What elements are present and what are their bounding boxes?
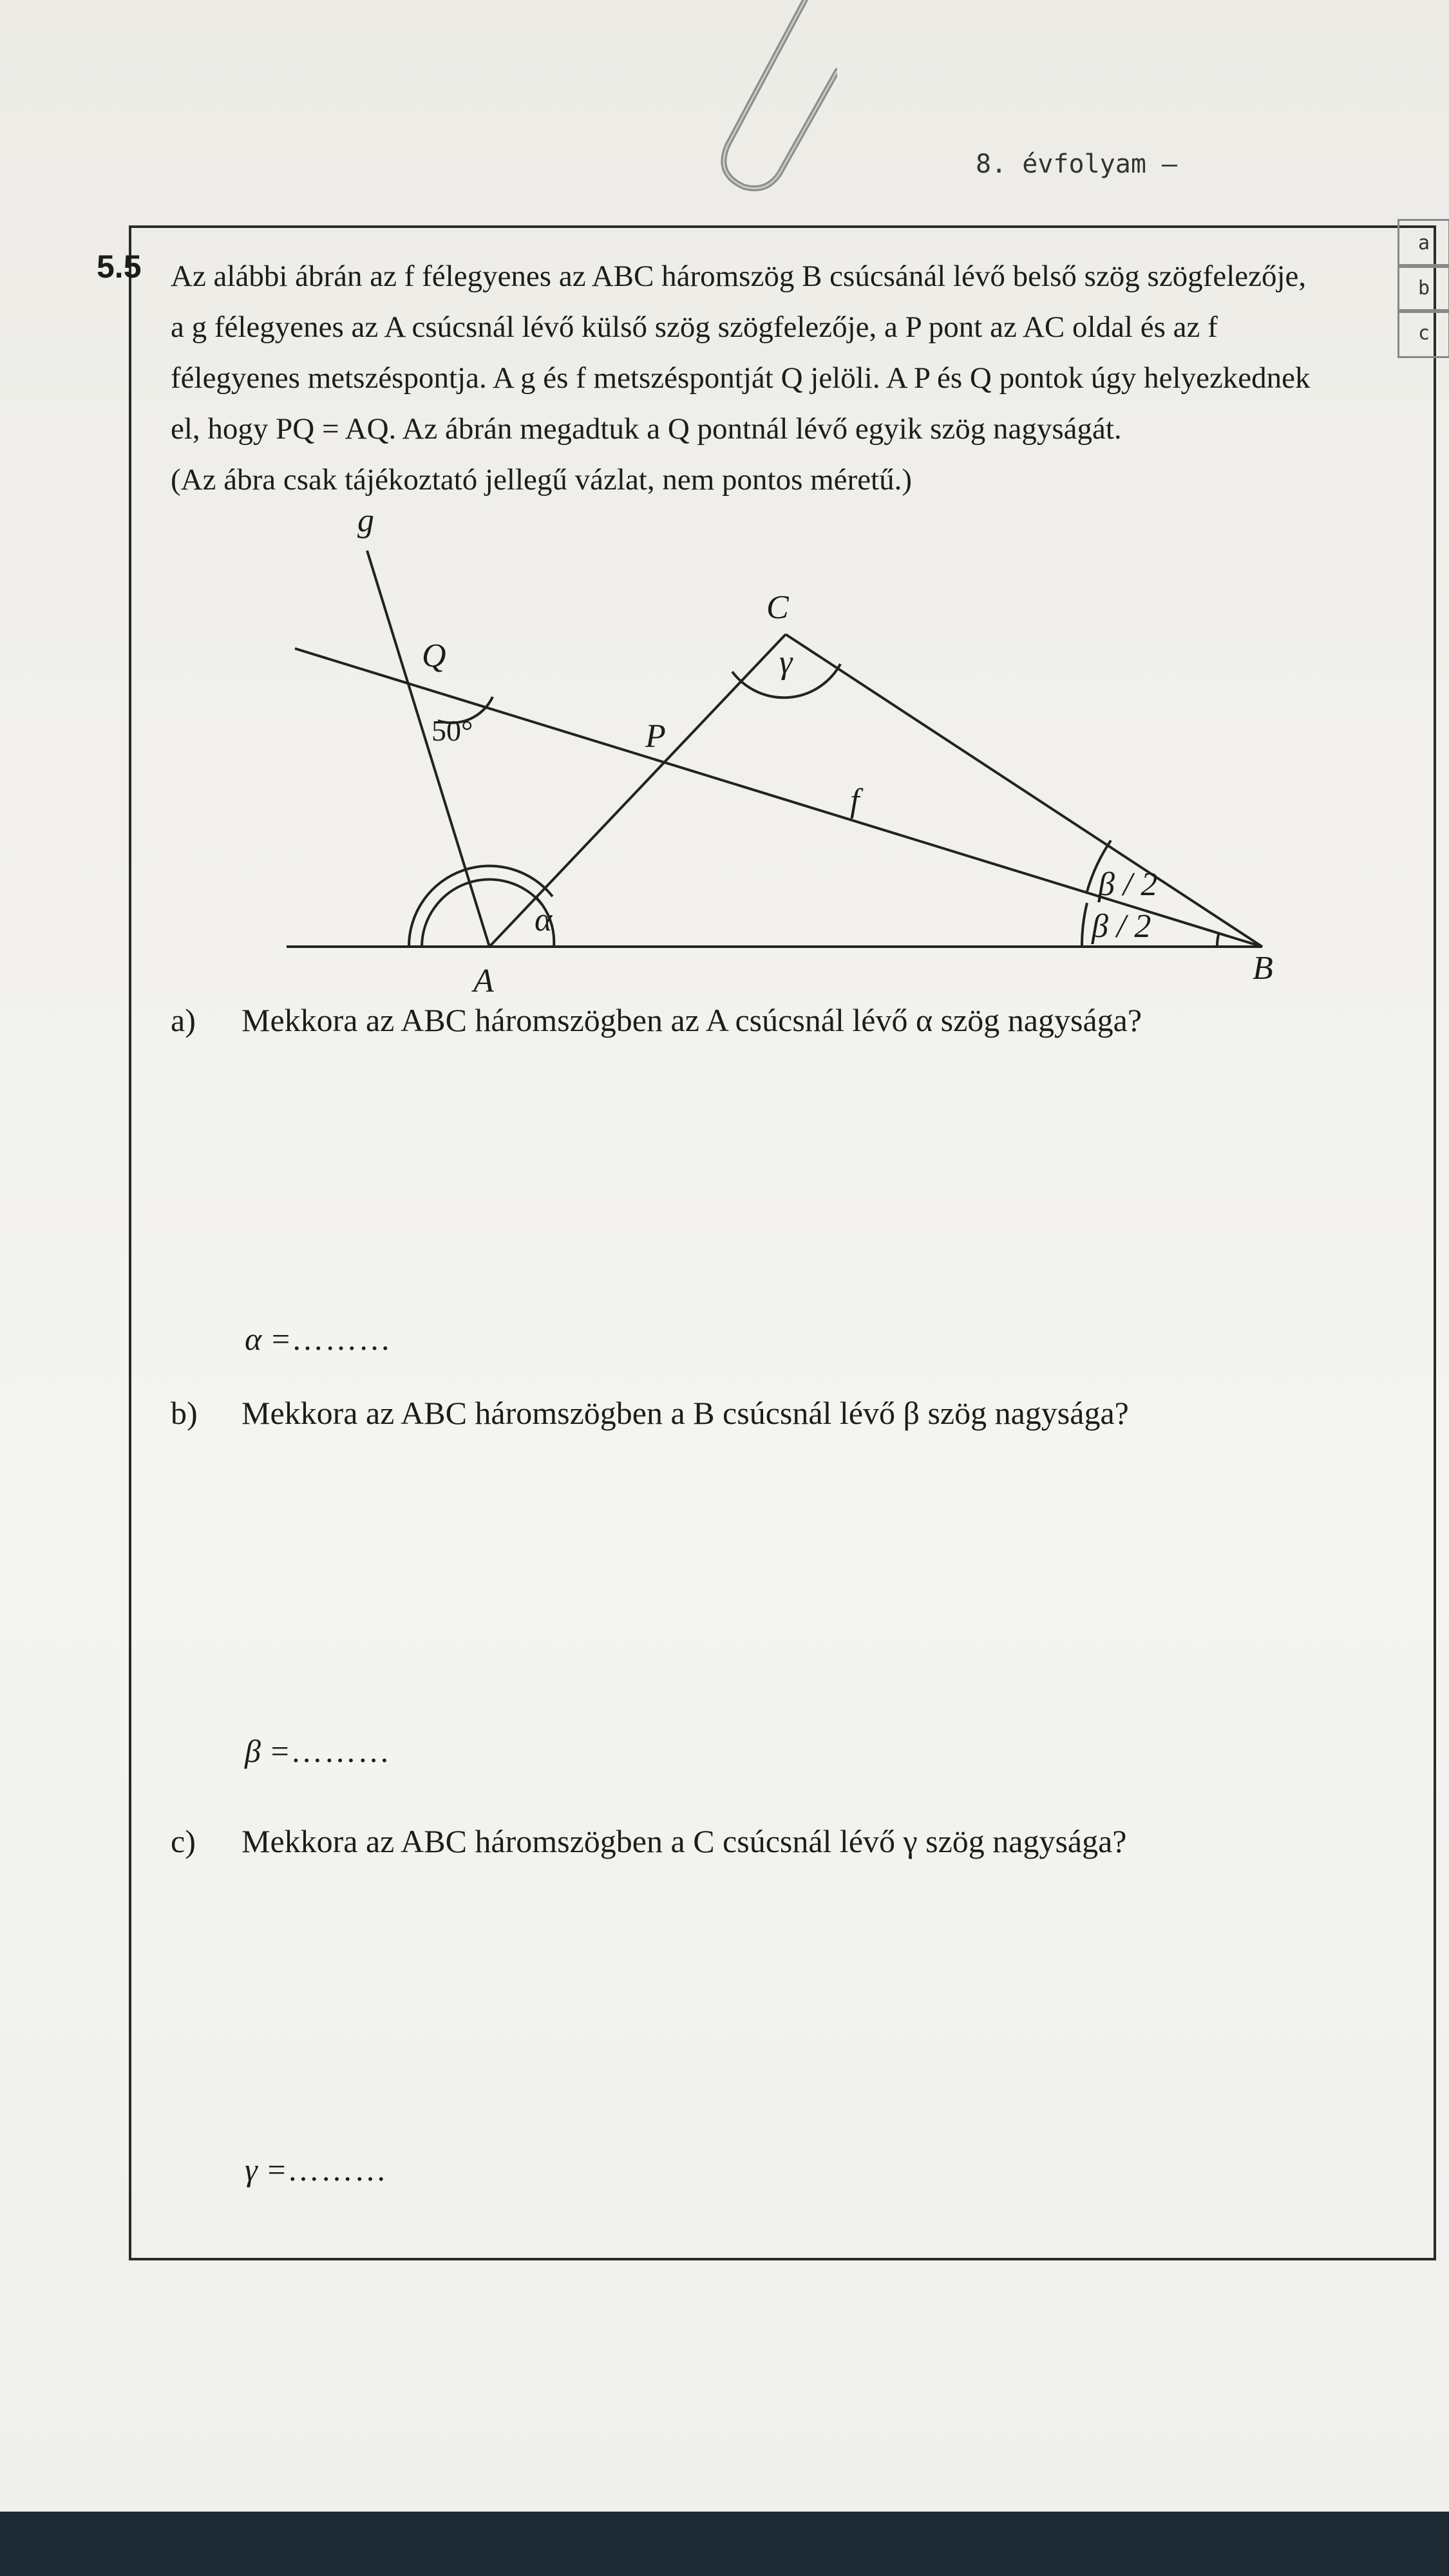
score-box-b[interactable]: b (1397, 264, 1449, 313)
bisector-g (367, 551, 489, 947)
intro-line: Az alábbi ábrán az f félegyenes az ABC háromszög B csúcsánál lévő belső szög szögfelezője, (171, 260, 1307, 293)
answer-c[interactable] (245, 2151, 388, 2188)
task-number: 5.5 (97, 249, 142, 285)
question-a (171, 1001, 1142, 1039)
label-p: P (645, 718, 666, 755)
label-alpha: α (535, 902, 553, 938)
exterior-arc-outer (409, 866, 553, 947)
answer-blank[interactable]: ……… (287, 2152, 388, 2188)
question-letter: a) (171, 1002, 196, 1038)
label-f: f (850, 782, 860, 819)
intro-line: félegyenes metszéspontja. A g és f metszéspontját Q jelöli. A P és Q pontok úgy helyezkednek (171, 361, 1311, 395)
label-a: A (473, 963, 494, 999)
answer-symbol: γ = (245, 2152, 287, 2188)
answer-a[interactable] (245, 1320, 392, 1358)
answer-symbol: β = (245, 1733, 291, 1769)
label-beta-half-upper: β / 2 (1098, 866, 1158, 903)
question-text: Mekkora az ABC háromszögben a B csúcsnál lévő β szög nagysága? (242, 1395, 1129, 1431)
question-letter: b) (171, 1395, 198, 1431)
label-g: g (357, 502, 374, 539)
question-letter: c) (171, 1823, 196, 1859)
intro-line: a g félegyenes az A csúcsnál lévő külső szög szögfelezője, a P pont az AC oldal és az f (171, 310, 1218, 344)
triangle-figure (251, 502, 1314, 1005)
question-c (171, 1823, 1127, 1860)
angle-arc-beta-lower (1082, 903, 1087, 947)
answer-blank[interactable]: ……… (291, 1321, 392, 1357)
label-c: C (766, 589, 789, 626)
answer-b[interactable] (245, 1732, 391, 1770)
question-text: Mekkora az ABC háromszögben az A csúcsnál lévő α szög nagysága? (242, 1002, 1142, 1038)
label-gamma: γ (779, 644, 793, 681)
exterior-arc-inner (422, 880, 542, 947)
answer-blank[interactable]: ……… (290, 1733, 392, 1769)
task-intro (171, 251, 1394, 506)
answer-symbol: α = (245, 1321, 292, 1357)
label-beta-half-lower: β / 2 (1092, 908, 1151, 945)
question-b (171, 1394, 1129, 1432)
intro-line: (Az ábra csak tájékoztató jellegű vázlat, nem pontos méretű.) (171, 463, 913, 497)
score-box-a[interactable]: a (1397, 219, 1449, 268)
score-box-c[interactable]: c (1397, 309, 1449, 358)
label-angle-q: 50° (431, 714, 473, 747)
question-text: Mekkora az ABC háromszögben a C csúcsnál lévő γ szög nagysága? (242, 1823, 1127, 1859)
table-surface (0, 2512, 1449, 2576)
angle-arc-beta (1217, 933, 1219, 947)
grade-label: 8. évfolyam — (976, 149, 1178, 179)
label-b: B (1253, 950, 1273, 987)
paperclip-icon (708, 0, 837, 206)
intro-line: el, hogy PQ = AQ. Az ábrán megadtuk a Q pontnál lévő egyik szög nagyságát. (171, 412, 1122, 446)
label-q: Q (422, 638, 446, 674)
